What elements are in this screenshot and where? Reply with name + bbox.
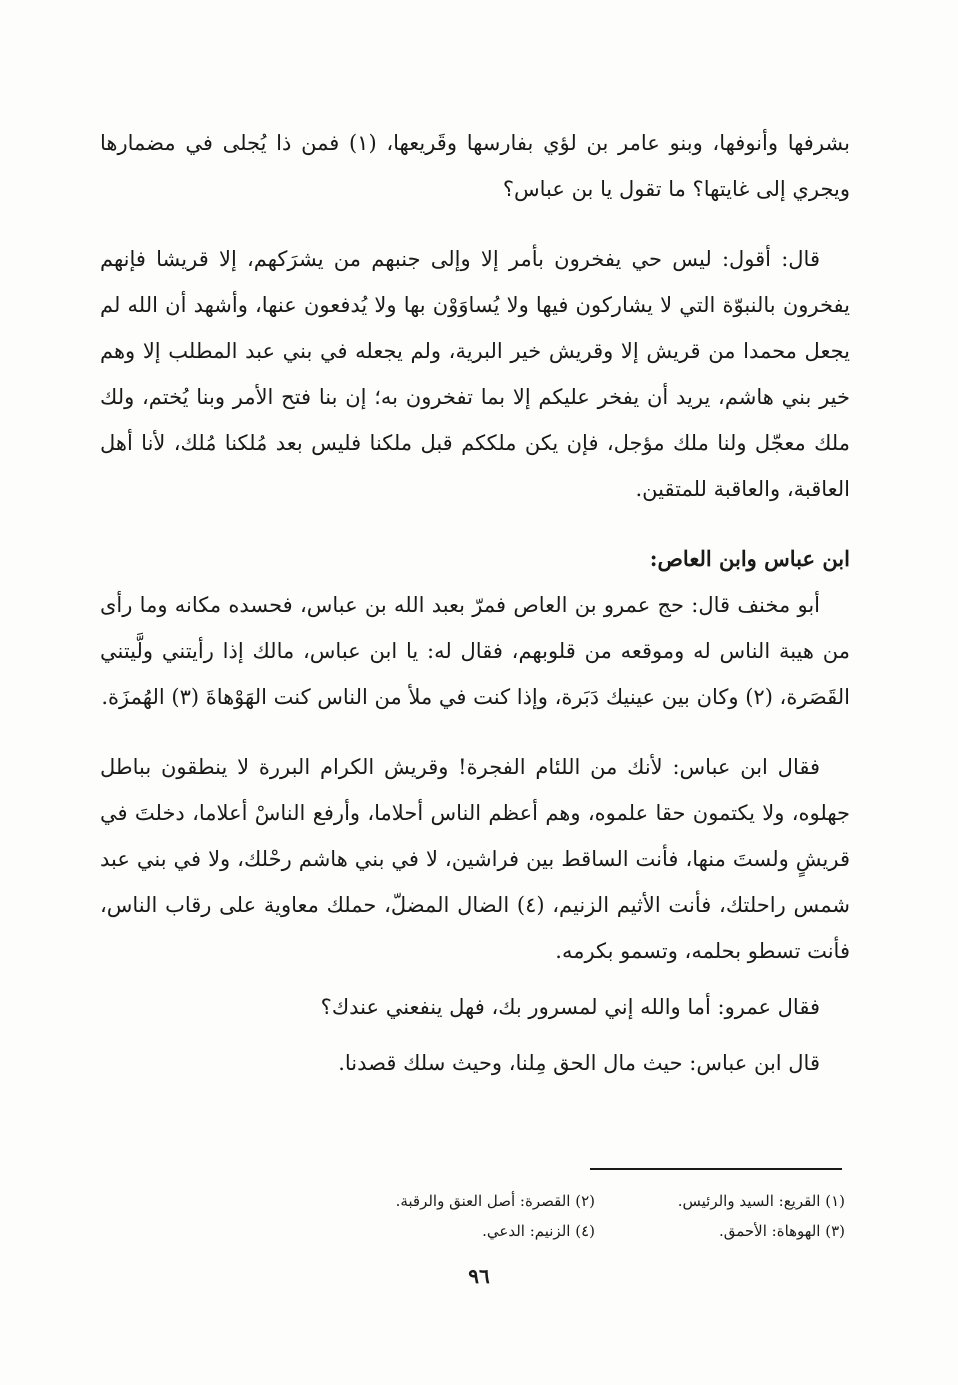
- footnote-divider: [590, 1168, 842, 1170]
- paragraph-1: بشرفها وأنوفها، وبنو عامر بن لؤي بفارسها وقَريعها، (١) فمن ذا يُجلى في مضمارها ويجري إلى غايتها؟ ما تقول يا بن عباس؟: [100, 131, 850, 201]
- section-heading: ابن عباس وابن العاص:: [649, 546, 850, 571]
- footnote-row: [300, 1186, 845, 1216]
- paragraph-4: فقال ابن عباس: لأنك من اللئام الفجرة! وقريش الكرام البررة لا ينطقون بباطل جهلوه، ولا يكتمون حقا علموه، وهم أعظم الناس أحلاما، وأرفع الناسْ أعلاما، دخلتَ في قريشٍ ولستَ منها، فأنت الساقط بين فراشين، لا في بني هاشم رحْلك، ولا في بني عبد شمس راحلتك، فأنت الأثيم الزنيم، (٤) الضال المضلّ، حملك معاوية على رقاب الناس، فأنت تسطو بحلمه، وتسمو بكرمه.: [100, 755, 850, 963]
- page-body: [100, 120, 850, 1086]
- paragraph-spacer: [100, 974, 850, 984]
- paragraph-2: قال: أقول: ليس حي يفخرون بأمر إلا وإلى جنبهم من يشرَكهم، إلا قريشا فإنهم يفخرون بالنبوّة التي لا يشاركون فيها ولا يُساوَوْن بها ولا يُدفعون عنها، وأشهد أن الله لم يجعل محمدا من قريش إلا وقريش خير البرية، ولم يجعله في بني عبد المطلب إلا وهم خير بني هاشم، يريد أن يفخر عليكم إلا بما تفخرون به؛ إن بنا فتح الأمر وبنا يُختم، ولك ملك معجّل ولنا ملك مؤجل، فإن يكن ملككم قبل ملكنا فليس بعد مُلكنا مُلك، لأنا أهل العاقبة، والعاقبة للمتقين.: [100, 247, 850, 501]
- footnotes: [300, 1186, 845, 1246]
- paragraph-3: أبو مخنف قال: حج عمرو بن العاص فمرّ بعبد الله بن عباس، فحسده مكانه وما رأى من هيبة الناس له وموقعه من قلوبهم، فقال له: يا ابن عباس، مالك إذا رأيتني ولَّيتني القَصَرة، (٢) وكان بين عينيك دَبَرة، وإذا كنت في ملأ من الناس كنت الهَوْهاةَ (٣) الهُمزَة.: [100, 593, 850, 709]
- footnote-4: (٤) الزنيم: الدعي.: [482, 1222, 595, 1240]
- paragraph-spacer: [100, 512, 850, 536]
- footnote-1: (١) القريع: السيد والرئيس.: [677, 1192, 845, 1210]
- paragraph-6: قال ابن عباس: حيث مال الحق مِلنا، وحيث سلك قصدنا.: [338, 1051, 820, 1075]
- paragraph-spacer: [100, 1030, 850, 1040]
- page-number: ٩٦: [468, 1264, 490, 1288]
- footnote-2: (٢) القصرة: أصل العنق والرقبة.: [395, 1192, 595, 1210]
- paragraph-spacer: [100, 720, 850, 744]
- footnote-3: (٣) الهوهاة: الأحمق.: [718, 1222, 845, 1240]
- paragraph-spacer: [100, 212, 850, 236]
- footnote-row: [300, 1216, 845, 1246]
- paragraph-5: فقال عمرو: أما والله إني لمسرور بك، فهل ينفعني عندك؟: [320, 995, 820, 1019]
